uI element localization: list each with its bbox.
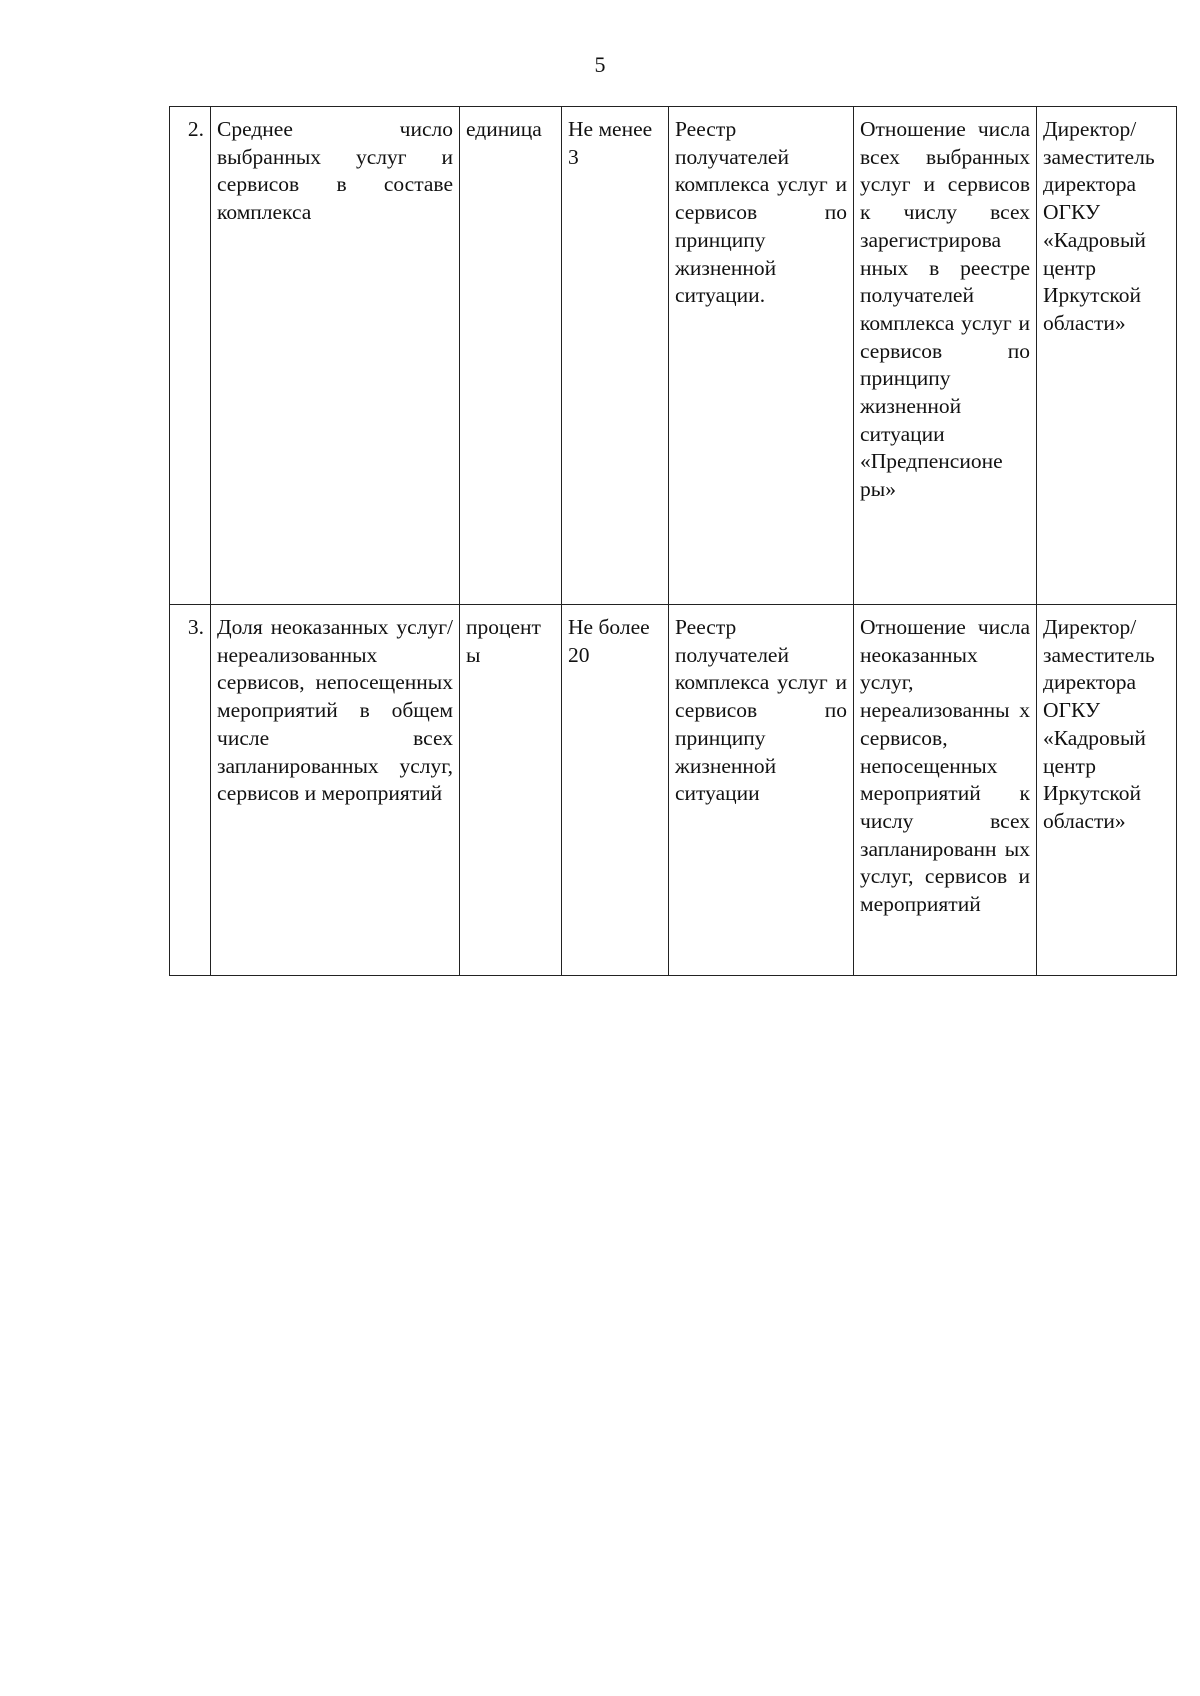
responsible-person: Директор/ заместитель директора ОГКУ «Кадровый центр Иркутской области» [1037,107,1177,605]
data-source: Реестр получателей комплекса услуг и сервисов по принципу жизненной ситуации [669,605,854,976]
unit-of-measure: процент ы [460,605,562,976]
responsible-person: Директор/ заместитель директора ОГКУ «Кадровый центр Иркутской области» [1037,605,1177,976]
data-source: Реестр получателей комплекса услуг и сервисов по принципу жизненной ситуации. [669,107,854,605]
calculation-method: Отношение числа неоказанных услуг, нереализованны х сервисов, непосещенных мероприятий к числу всех запланированн ых услуг, сервисов и мероприятий [854,605,1037,976]
table-row [170,107,1177,605]
row-number: 2. [170,107,211,605]
unit-of-measure: единица [460,107,562,605]
indicator-name: Среднее число выбранных услуг и сервисов в составе комплекса [211,107,460,605]
target-value: Не более 20 [562,605,669,976]
calculation-method: Отношение числа всех выбранных услуг и сервисов к числу всех зарегистрирова нных в реестре получателей комплекса услуг и сервисов по принципу жизненной ситуации «Предпенсионе ры» [854,107,1037,605]
indicators-table [169,106,1177,976]
page-number: 5 [594,52,606,77]
row-number: 3. [170,605,211,976]
target-value: Не менее 3 [562,107,669,605]
indicator-name: Доля неоказанных услуг/ нереализованных сервисов, непосещенных мероприятий в общем числе всех запланированных услуг, сервисов и мероприятий [211,605,460,976]
table-row [170,605,1177,976]
